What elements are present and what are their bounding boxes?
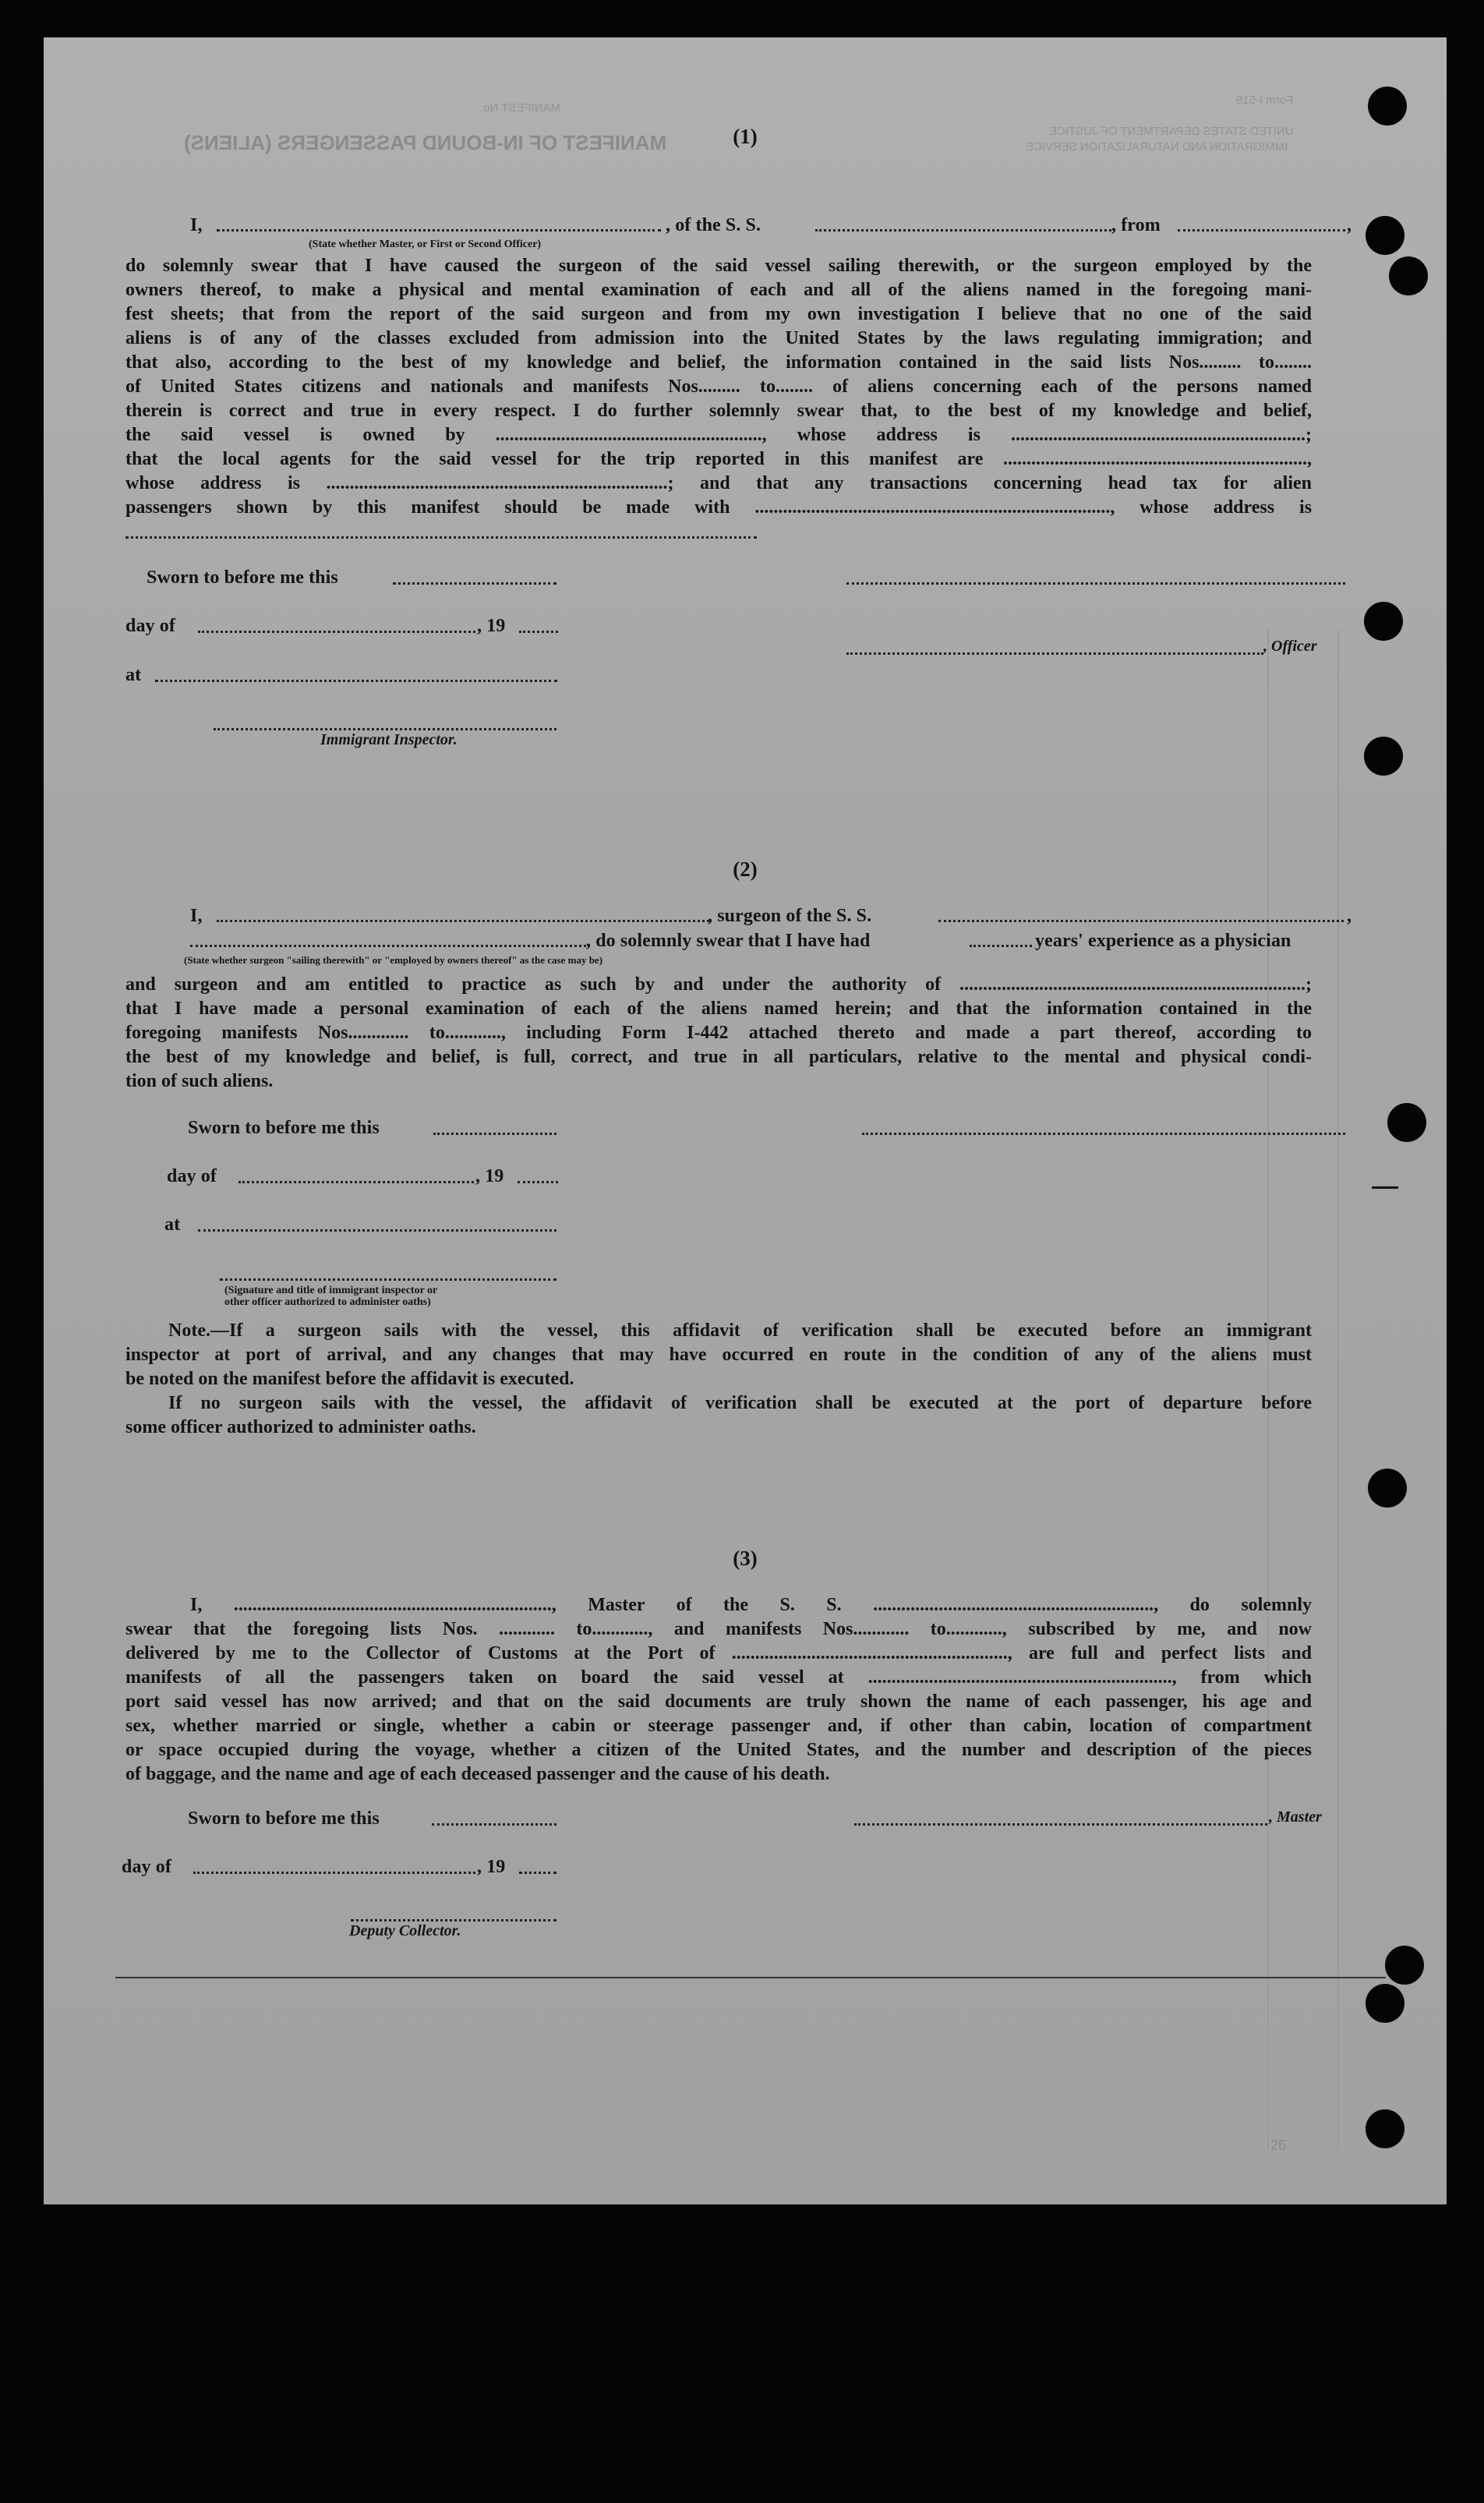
margin-dash: [1372, 1186, 1398, 1189]
s1-year-label: , 19: [477, 616, 506, 636]
s3-body-line: delivered by me to the Collector of Customs at the Port of ..........................................................., are full and perfect lists and: [125, 1643, 1312, 1663]
s2-swear-text: , do solemnly swear that I have had: [586, 931, 871, 951]
s1-address-continuation-field[interactable]: [125, 536, 757, 539]
s3-body-line: manifests of all the passengers taken on board the said vessel at ................................................................., from which: [125, 1667, 1312, 1688]
s3-deputy-signature-field[interactable]: [351, 1919, 556, 1921]
form-page: [44, 37, 1447, 2204]
s2-surgeon-of-ss: , surgeon of the S. S.: [708, 906, 872, 926]
s3-body-line: sex, whether married or single, whether a cabin or steerage passenger and, if other than cabin, location of compartment: [125, 1716, 1312, 1736]
s1-from: , from: [1111, 215, 1161, 235]
s1-officer-signature-field[interactable]: [846, 582, 1345, 585]
s3-year-label: , 19: [477, 1857, 506, 1877]
s1-caption: (State whether Master, or First or Second Officer): [309, 239, 542, 250]
s2-note-line: If no surgeon sails with the vessel, the affidavit of verification shall be executed at the port of departure before: [168, 1393, 1312, 1413]
s2-surgeon-signature-field[interactable]: [862, 1133, 1345, 1135]
ghost-form-line-1: Form I-515: [1236, 94, 1294, 107]
section-1-number: (1): [733, 125, 758, 148]
s3-body-line: or space occupied during the voyage, whether a citizen of the United States, and the number and description of the pieces: [125, 1740, 1312, 1760]
s2-years-text: years' experience as a physician: [1035, 931, 1291, 951]
s3-body-line: port said vessel has now arrived; and that on the said documents are truly shown the name of each passenger, his age and: [125, 1692, 1312, 1712]
s1-i: I,: [190, 215, 203, 235]
s2-body-line: tion of such aliens.: [125, 1071, 274, 1091]
s3-year-field[interactable]: [519, 1872, 556, 1874]
s3-sworn-date-field[interactable]: [432, 1823, 556, 1826]
s1-body-line: that the local agents for the said vessel for the trip reported in this manifest are .................................................................,: [125, 449, 1312, 469]
s1-inspector-signature-field[interactable]: [214, 728, 556, 730]
ghost-title: MANIFEST OF IN-BOUND PASSENGERS (ALIENS): [184, 131, 667, 154]
s1-day-of-field[interactable]: [198, 631, 475, 633]
binder-hole: [1385, 1946, 1424, 1985]
binder-hole: [1387, 1103, 1426, 1142]
s2-sworn-date-field[interactable]: [433, 1133, 556, 1135]
s2-sig-caption-2: other officer authorized to administer oaths): [224, 1296, 431, 1308]
s1-of-ss: , of the S. S.: [666, 215, 761, 235]
s1-tail: ,: [1347, 215, 1352, 235]
s1-body-line: fest sheets; that from the report of the said surgeon and from my own investigation I believe that no one of the said: [125, 304, 1312, 324]
s3-sworn-label: Sworn to before me this: [188, 1808, 380, 1829]
s2-note-line: be noted on the manifest before the affidavit is executed.: [125, 1369, 574, 1389]
section-3-number: (3): [733, 1547, 758, 1570]
s2-year-label: , 19: [475, 1166, 504, 1186]
s3-deputy-label: Deputy Collector.: [349, 1922, 461, 1939]
s1-from-field[interactable]: [1178, 229, 1345, 232]
s2-sworn-label: Sworn to before me this: [188, 1118, 380, 1138]
s2-day-of-field[interactable]: [238, 1181, 474, 1183]
s1-body-line: of United States citizens and nationals and manifests Nos......... to........ of aliens concerning each of the persons named: [125, 377, 1312, 397]
binder-hole: [1366, 216, 1404, 255]
s2-body-line: the best of my knowledge and belief, is full, correct, and true in all particulars, relative to the mental and physical condi-: [125, 1047, 1312, 1067]
s1-name-field[interactable]: [217, 229, 661, 232]
s3-body-line: I, ...................................................................., Master of the S. S. ............................................................, do solemnly: [190, 1595, 1312, 1615]
margin-number: 26: [1270, 2137, 1287, 2153]
binder-hole: [1389, 256, 1428, 295]
s2-caption: (State whether surgeon "sailing therewith" or "employed by owners thereof" as the case may be): [184, 954, 603, 966]
s2-years-field[interactable]: [970, 945, 1032, 947]
s1-body-line: that also, according to the best of my knowledge and belief, the information contained in the said lists Nos......... to........: [125, 352, 1312, 373]
s1-body-line: the said vessel is owned by ........................................................., whose address is ...............................................................;: [125, 425, 1312, 445]
ghost-manifest-no: MANIFEST No.: [480, 101, 561, 115]
s3-body-line: of baggage, and the name and age of each deceased passenger and the cause of his death.: [125, 1764, 830, 1784]
s1-body-line: owners thereof, to make a physical and mental examination of each and all of the aliens named in the foregoing mani-: [125, 280, 1312, 300]
s1-body-line: whose address is .........................................................................; and that any transactions concerning head tax for alien: [125, 473, 1312, 493]
s3-day-of-field[interactable]: [193, 1872, 475, 1874]
s3-day-of-label: day of: [122, 1857, 171, 1877]
s1-at-field[interactable]: [155, 680, 557, 682]
s2-at-label: at: [164, 1214, 181, 1235]
binder-hole: [1364, 737, 1403, 776]
s2-i: I,: [190, 906, 203, 926]
s2-body-line: foregoing manifests Nos............. to............, including Form I-442 attached thereto and made a part thereof, according to: [125, 1023, 1312, 1043]
s2-status-field[interactable]: [190, 945, 586, 947]
binder-hole: [1364, 602, 1403, 641]
s2-body-line: that I have made a personal examination of each of the aliens named herein; and that the information contained in the: [125, 999, 1312, 1019]
s1-at-label: at: [125, 665, 142, 685]
s1-sworn-date-field[interactable]: [393, 582, 556, 585]
s1-body-line: therein is correct and true in every respect. I do further solemnly swear that, to the best of my knowledge and belief,: [125, 401, 1312, 421]
s2-tail: ,: [1347, 906, 1352, 926]
s3-body-line: swear that the foregoing lists Nos. ............ to............, and manifests Nos............ to............, subscribed by me, and now: [125, 1619, 1312, 1639]
bottom-rule: [115, 1977, 1386, 1978]
s2-name-field[interactable]: [217, 920, 709, 922]
s2-at-field[interactable]: [198, 1229, 556, 1232]
s1-officer-label: , Officer: [1263, 638, 1317, 655]
s3-master-label: , Master: [1269, 1808, 1322, 1826]
binder-hole: [1368, 87, 1407, 126]
s1-body-line: do solemnly swear that I have caused the surgeon of the said vessel sailing therewith, or the surgeon employed by the: [125, 256, 1312, 276]
s2-note-line: Note.—If a surgeon sails with the vessel, this affidavit of verification shall be executed before an immigrant: [168, 1320, 1312, 1341]
s1-body-line: aliens is of any of the classes excluded from admission into the United States by the laws regulating immigration; and: [125, 328, 1312, 348]
s2-ship-field[interactable]: [938, 920, 1344, 922]
s3-master-signature-field[interactable]: [854, 1823, 1267, 1826]
ghost-form-line-2: UNITED STATES DEPARTMENT OF JUSTICE: [1049, 125, 1294, 138]
s1-sworn-label: Sworn to before me this: [147, 567, 338, 588]
s1-officer-title-field[interactable]: [846, 652, 1263, 655]
ghost-form-line-3: IMMIGRATION AND NATURALIZATION SERVICE: [1026, 140, 1288, 154]
s1-day-of-label: day of: [125, 616, 175, 636]
s2-note-line: some officer authorized to administer oaths.: [125, 1417, 476, 1437]
s2-body-line: and surgeon and am entitled to practice as such by and under the authority of ..........................................................................;: [125, 974, 1312, 995]
binder-hole: [1366, 1984, 1404, 2023]
s2-sig-caption-1: (Signature and title of immigrant inspector or: [224, 1285, 438, 1296]
s1-inspector-label: Immigrant Inspector.: [320, 731, 458, 748]
s1-body-line: passengers shown by this manifest should be made with ............................................................................, whose address is: [125, 497, 1312, 518]
s2-inspector-signature-field[interactable]: [220, 1278, 556, 1281]
s2-note-line: inspector at port of arrival, and any changes that may have occurred en route in the condition of any of the aliens must: [125, 1345, 1312, 1365]
binder-hole: [1366, 2109, 1404, 2148]
s2-day-of-label: day of: [167, 1166, 217, 1186]
s1-ship-field[interactable]: [815, 229, 1111, 232]
s2-year-field[interactable]: [518, 1181, 558, 1183]
binder-hole: [1368, 1469, 1407, 1508]
section-2-number: (2): [733, 857, 758, 881]
s1-year-field[interactable]: [519, 631, 558, 633]
